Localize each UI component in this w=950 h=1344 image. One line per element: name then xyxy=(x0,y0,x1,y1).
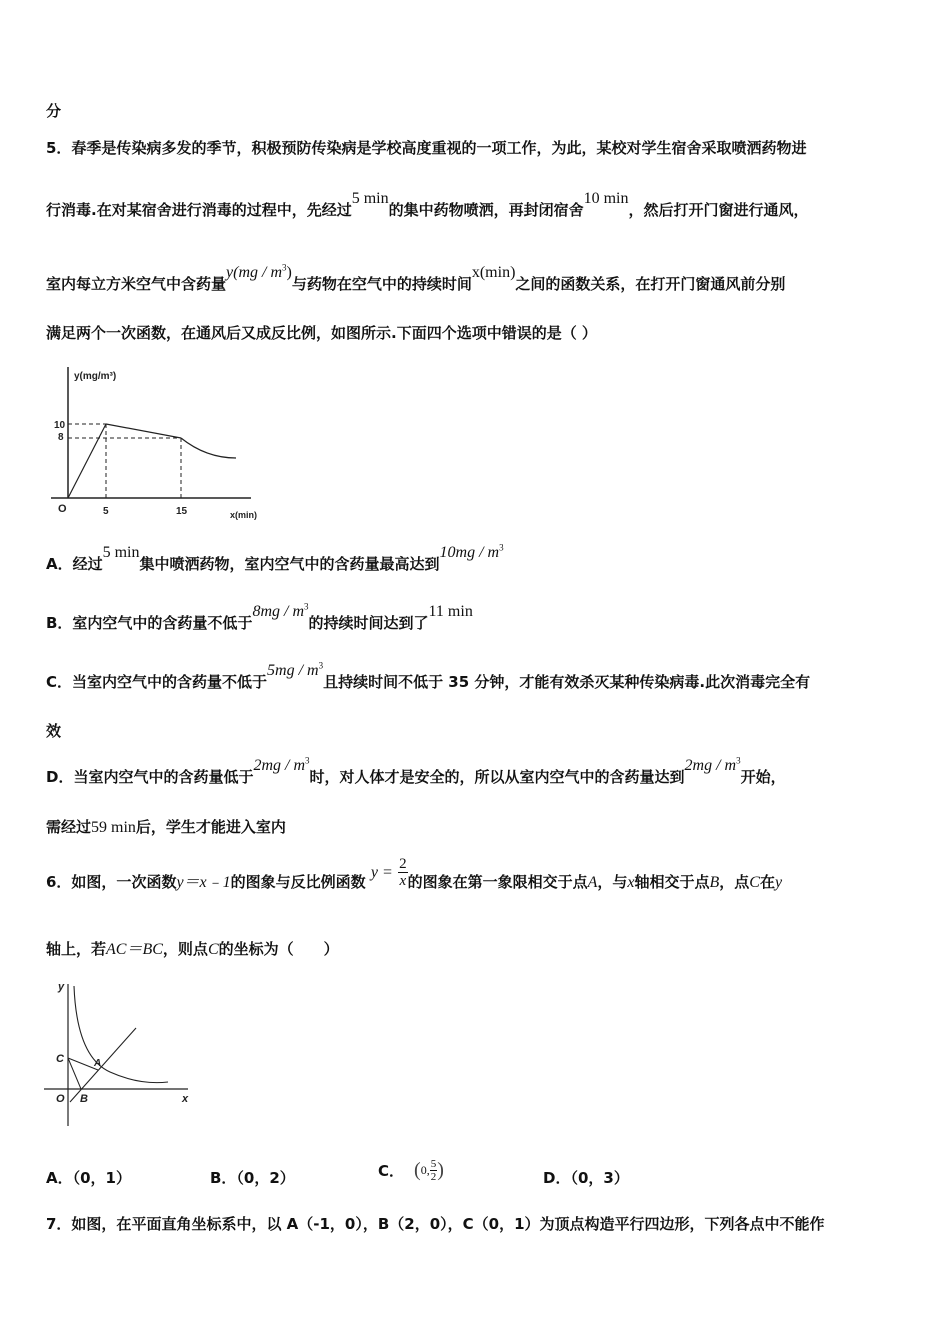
x-axis-label: x xyxy=(182,1093,189,1105)
linear-function: y＝x﹣1 xyxy=(176,874,231,891)
q5-option-d[interactable]: D．当室内空气中的含药量低于$2mg / m^3$时，对人体才是安全的，所以从室内空气中的含药量达到$2mg / m^3$开始， xyxy=(46,755,786,786)
q5-line-3 xyxy=(46,262,786,294)
q6-line-1: 6．如图，一次函数y＝x﹣1的图象与反比例函数 y = $\frac{2}{x}$ 的图象在第一象限相交于点A，与x轴相交于点B，点C在y xyxy=(46,856,783,891)
q5-line-4: 满足两个一次函数，在通风后又成反比例，如图所示.下面四个选项中错误的是（ ） xyxy=(46,324,597,342)
q7-line-1: 7．如图，在平面直角坐标系中，以 A（-1，0），B（2，0），C（0，1）为顶点构造平行四边形，下列各点中不能作 xyxy=(46,1215,825,1233)
q6-option-b[interactable]: B．（0，2） xyxy=(210,1169,295,1187)
math-2mg-b: $2mg / m^3$ xyxy=(684,755,741,774)
point-b-label: B xyxy=(80,1093,88,1105)
q5-text: 与药物在空气中的持续时间 xyxy=(291,275,472,293)
q5-text: 之间的函数关系，在打开门窗通风前分别 xyxy=(515,275,786,293)
x-axis-label: x(min) xyxy=(230,510,257,520)
hyperbola xyxy=(74,986,168,1083)
q5-text: 行消毒.在对某宿舍进行消毒的过程中，先经过 xyxy=(46,201,352,219)
q5-option-a[interactable]: A．经过5 min集中喷洒药物，室内空气中的含药量最高达到$10mg / m^3$ xyxy=(46,542,504,573)
q6-line-2: 轴上，若AC＝BC，则点C的坐标为（ ） xyxy=(46,940,339,958)
point-a-label: A xyxy=(94,1058,102,1069)
inverse-function: y = $\frac{2}{x}$ xyxy=(370,856,407,889)
math-10mg: $10mg / m^3$ xyxy=(439,542,504,561)
curve-rise xyxy=(68,424,106,498)
math-2mg: $2mg / m^3$ xyxy=(253,755,310,774)
tick-5: 5 xyxy=(103,506,109,517)
math-10min: 10 min xyxy=(583,190,629,207)
origin-label: O xyxy=(56,1093,65,1105)
q6-graph xyxy=(40,978,200,1130)
y-axis-label: y(mg/m³) xyxy=(74,371,117,382)
continued-fragment: 分 xyxy=(46,102,62,120)
math-y-unit: $y(mg / m^3)$ xyxy=(226,262,292,281)
line-y-x-1 xyxy=(70,1028,136,1102)
q5-text: 的集中药物喷洒，再封闭宿舍 xyxy=(388,201,584,219)
math-5mg: $5mg / m^3$ xyxy=(267,660,324,679)
q5-text: ，然后打开门窗进行通风， xyxy=(628,201,809,219)
tick-15: 15 xyxy=(176,506,188,517)
tick-10: 10 xyxy=(54,420,66,431)
curve-linear-fall xyxy=(106,424,181,438)
math-x-unit: x(min) xyxy=(471,264,516,281)
q5-line-2 xyxy=(46,190,809,220)
math-8mg: $8mg / m^3$ xyxy=(252,601,309,620)
q6-option-d[interactable]: D．（0，3） xyxy=(543,1169,629,1187)
q5-option-d-cont: 需经过59 min后，学生才能进入室内 xyxy=(46,818,286,836)
curve-inverse xyxy=(181,438,236,458)
q6-option-a[interactable]: A．（0，1） xyxy=(46,1169,131,1187)
q5-option-c-cont: 效 xyxy=(46,722,62,740)
q5-line-1: 5．春季是传染病多发的季节，积极预防传染病是学校高度重视的一项工作，为此，某校对学生宿舍采取喷洒药物进 xyxy=(46,139,807,157)
q5-graph xyxy=(46,362,271,527)
origin-label: O xyxy=(58,503,67,515)
q5-option-c[interactable]: C．当室内空气中的含药量不低于$5mg / m^3$且持续时间不低于 35 分钟，才能有效杀灭某种传染病毒.此次消毒完全有 xyxy=(46,660,811,691)
q6-option-c[interactable]: C． ( 0, $\frac{5}{2}$ ) xyxy=(378,1158,444,1183)
y-axis-label: y xyxy=(58,981,65,993)
q5-option-b[interactable]: B．室内空气中的含药量不低于$8mg / m^3$的持续时间达到了11 min xyxy=(46,601,473,632)
point-c-label: C xyxy=(56,1053,64,1065)
q5-text: 室内每立方米空气中含药量 xyxy=(46,275,227,293)
math-5min: 5 min xyxy=(351,190,389,207)
tick-8: 8 xyxy=(58,432,64,443)
